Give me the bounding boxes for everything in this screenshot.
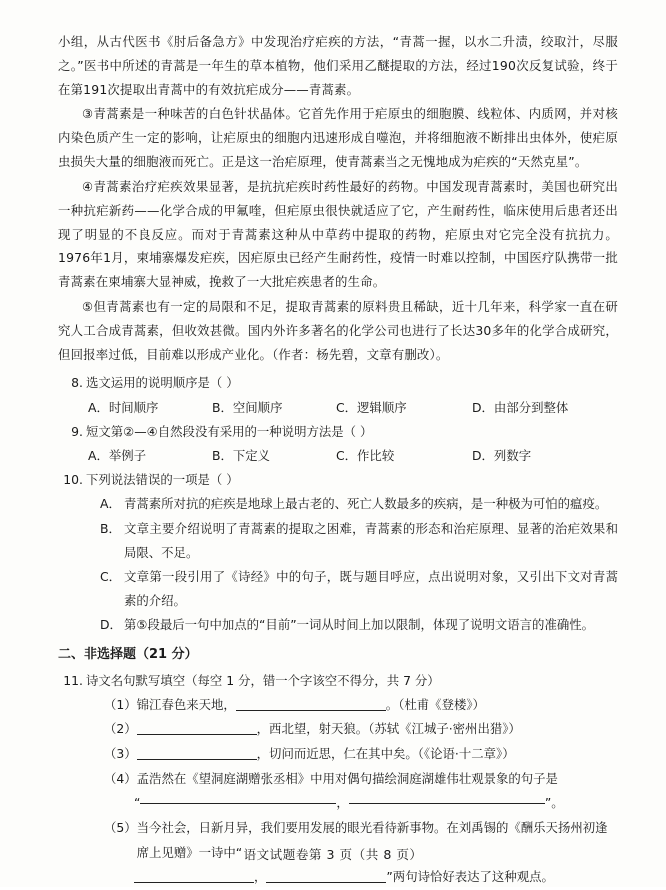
question-8-option-a[interactable]: A．时间顺序	[88, 399, 159, 415]
question-8-stem: 选文运用的说明顺序是（ ）	[86, 375, 239, 391]
question-9-option-b[interactable]: B．下定义	[212, 447, 271, 463]
question-11-item-2-label: （2）	[104, 721, 137, 737]
question-11-item-4-blank-2[interactable]	[349, 791, 545, 804]
question-9	[58, 420, 618, 468]
question-11-item-4-quote-open: “	[134, 795, 141, 811]
question-11-item-5-spacer	[104, 865, 134, 890]
question-11-item-3-mid: ，切问而近思，仁在其中矣。（《论语·十二章》）	[256, 746, 515, 762]
question-10-option-c[interactable]	[58, 565, 618, 613]
question-11-item-5-comma: ，	[254, 869, 267, 885]
question-10-option-d[interactable]	[58, 613, 618, 637]
reading-passage	[58, 30, 618, 366]
question-11-item-4-label: （4）	[104, 770, 137, 786]
question-11-stem: 诗文名句默写填空（每空 1 分，错一个字该空不得分，共 7 分）	[86, 672, 440, 688]
question-8-option-d[interactable]: D．由部分到整体	[472, 399, 569, 415]
question-11-item-5-answer-line	[58, 865, 618, 890]
passage-paragraph-1: 小组，从古代医书《肘后备急方》中发现治疗疟疾的方法，“青蒿一握，以水二升渍，绞取汁，尽服之。”医书中所述的青蒿是一年生的草本植物，他们采用乙醚提取的方法，经过190次反复试验，终于在第191次提取出青蒿中的有效抗疟成分——青蒿素。	[58, 34, 618, 97]
question-11-item-5-label: （5）	[104, 819, 137, 835]
question-11-item-2-text	[137, 717, 618, 742]
question-8-number: 8.	[71, 375, 83, 391]
question-11-item-5-blank-1[interactable]	[134, 870, 254, 883]
question-9-options	[58, 444, 618, 468]
question-10-option-a-label: A．	[100, 496, 121, 512]
question-11-item-3-label: （3）	[104, 746, 137, 762]
question-11-item-5-post: ”两句诗恰好表达了这种观点。	[386, 869, 554, 885]
section-2-title: 二、非选择题（21 分）	[58, 647, 198, 663]
question-10-option-c-text: 文章第一段引用了《诗经》中的句子，既与题目呼应，点出说明对象，又引出下文对青蒿素的介绍。	[124, 568, 618, 609]
question-9-stem: 短文第②—④自然段没有采用的一种说明方法是（ ）	[86, 423, 373, 439]
question-8-stem-row	[58, 371, 618, 395]
question-10-option-b-text: 文章主要介绍说明了青蒿素的提取之困难，青蒿素的形态和治疟原理、显著的治疟效果和局限、不足。	[124, 520, 618, 560]
question-11-item-3	[58, 742, 618, 767]
question-9-option-a[interactable]: A．举例子	[88, 447, 147, 463]
question-9-option-d[interactable]: D．列数字	[472, 447, 532, 463]
question-8	[58, 371, 618, 419]
question-11-item-3-blank[interactable]	[137, 747, 257, 760]
question-11-item-3-text	[137, 742, 618, 767]
question-9-number: 9.	[71, 423, 83, 439]
question-11-item-1-blank[interactable]	[236, 698, 386, 711]
question-11-item-1	[58, 693, 618, 718]
question-11-item-4-answer-line	[58, 791, 618, 816]
question-10-option-a[interactable]	[58, 492, 618, 516]
question-11-item-2-blank[interactable]	[137, 723, 257, 736]
question-11-item-1-text	[137, 693, 618, 718]
question-11-item-1-post: 。（杜甫《登楼》）	[385, 696, 485, 712]
question-10	[58, 468, 618, 637]
question-9-option-c[interactable]: C．作比较	[336, 447, 395, 463]
question-11-item-2	[58, 717, 618, 742]
page-content	[58, 30, 618, 885]
question-8-option-b[interactable]: B．空间顺序	[212, 399, 283, 415]
question-10-option-d-label: D．	[100, 617, 122, 633]
passage-paragraph-3: ④青蒿素治疗疟疾效果显著，是抗抗疟疾时药性最好的药物。中国发现青蒿素时，美国也研究出一种抗疟新药——化学合成的甲氟喹，但疟原虫很快就适应了它，产生耐药性，临床使用后患者还出现了明显的不良反应。而对于青蒿素这种从中草药中提取的药物，疟原虫对它完全没有抗抗力。1976年1月，柬埔寨爆发疟疾，因疟原虫已经产生耐药性，疫情一时难以控制，中国医疗队携带一批青蒿素在柬埔寨大显神威，挽救了一大批疟疾患者的生命。	[58, 178, 618, 290]
question-10-option-c-label: C．	[100, 568, 122, 584]
question-10-option-b-label: B．	[100, 520, 121, 536]
question-10-option-a-text: 青蒿素所对抗的疟疾是地球上最古老的、死亡人数最多的疾病，是一种极为可怕的瘟疫。	[124, 496, 608, 512]
page-footer: 语文试题卷第 3 页（共 8 页）	[243, 847, 423, 862]
question-11-item-2-mid: ，西北望，射天狼。（苏轼《江城子·密州出猎》）	[256, 721, 521, 737]
passage-paragraph-4: ⑤但青蒿素也有一定的局限和不足，提取青蒿素的原料贵且稀缺，近十几年来，科学家一直在研究人工合成青蒿素，但收效甚微。国内外许多著名的化学公司也进行了长达30多年的化学合成研究，但回报率过低，目前难以形成产业化。（作者：杨先碧，文章有删改）。	[58, 298, 618, 362]
question-9-stem-row	[58, 420, 618, 444]
question-11-item-4-text: 孟浩然在《望洞庭湖赠张丞相》中用对偶句描绘洞庭湖雄伟壮观景象的句子是	[136, 770, 558, 786]
question-10-stem-row	[58, 468, 618, 492]
question-11-item-5-blank-2[interactable]	[266, 870, 386, 883]
question-11-number: 11.	[63, 672, 83, 688]
question-11-item-5-tail	[134, 865, 618, 890]
question-10-number: 10.	[63, 472, 83, 488]
question-10-option-d-text: 第⑤段最后一句中加点的“目前”一词从时间上加以限制，体现了说明文语言的准确性。	[124, 617, 595, 633]
question-11-item-1-pre: 锦江春色来天地，	[136, 696, 236, 712]
question-11-item-1-label: （1）	[104, 696, 137, 712]
question-11-item-4	[58, 767, 618, 792]
question-11-item-5-text: 当今社会，日新月异，我们要用发展的眼光看待新事物。在刘禹锡的《酬乐天扬州初逢席上见赠》一诗中“	[136, 819, 608, 860]
question-10-option-b[interactable]	[58, 517, 618, 565]
question-11-item-4-comma: ，	[336, 795, 349, 811]
passage-paragraph-2: ③青蒿素是一种味苦的白色针状晶体。它首先作用于疟原虫的细胞膜、线粒体、内质网，并对核内染色质产生一定的影响，让疟原虫的细胞内迅速形成自噬泡，并将细胞液不断排出虫体外，使疟原虫损失大量的细胞液而死亡。正是这一治疟原理，使青蒿素当之无愧地成为疟疾的“天然克星”。	[58, 106, 618, 170]
question-11-item-4-blank-1[interactable]	[140, 791, 336, 804]
question-10-stem: 下列说法错误的一项是（ ）	[86, 472, 239, 488]
question-11-stem-row	[58, 669, 618, 693]
question-8-option-c[interactable]: C．逻辑顺序	[336, 399, 407, 415]
question-8-options	[58, 396, 618, 420]
question-11-item-4-quote-close: ”。	[544, 795, 564, 811]
